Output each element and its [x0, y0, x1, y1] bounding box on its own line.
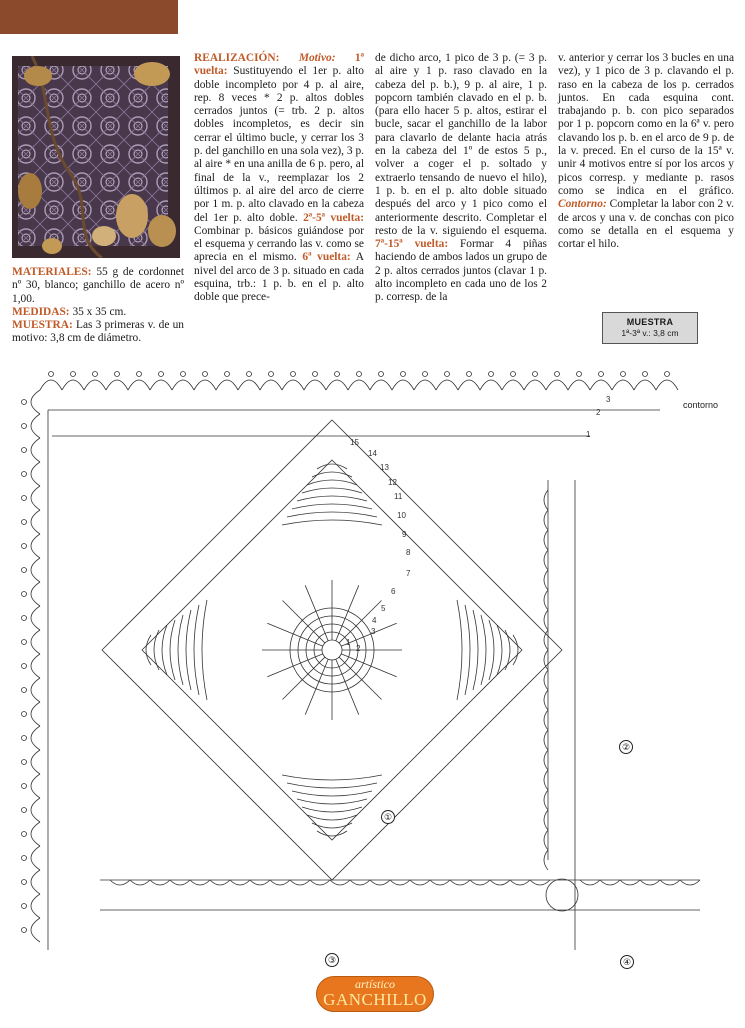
- contorno-left-scallop: [31, 726, 40, 750]
- motif-3-join-arc: [150, 880, 170, 885]
- contorno-top-scallop: [128, 380, 150, 390]
- motif-3-join-arc: [450, 880, 470, 885]
- contorno-left-scallop: [31, 390, 40, 414]
- contorno-top-picot: [137, 372, 142, 377]
- contorno-left-scallop: [31, 630, 40, 654]
- motif-1-pineapple-row: [178, 615, 183, 685]
- contorno-left-scallop: [31, 702, 40, 726]
- contorno-row-3: 3: [606, 395, 611, 404]
- contorno-left-scallop: [31, 582, 40, 606]
- motif-3-join-arc: [110, 880, 130, 885]
- motif-junction-ring: [546, 879, 578, 911]
- contorno-top-picot: [489, 372, 494, 377]
- contorno-top-scallop: [480, 380, 502, 390]
- contorno-top-picot: [313, 372, 318, 377]
- motif-4-join-arc: [640, 880, 660, 885]
- contorno-top-picot: [49, 372, 54, 377]
- motif-2-marker: ②: [619, 740, 633, 754]
- motif-1-pineapple-row: [146, 635, 151, 665]
- motif-1-marker: ①: [381, 810, 395, 824]
- contorno-top-scallop: [502, 380, 524, 390]
- contorno-left-picot: [22, 544, 27, 549]
- motif-2-join-arc: [544, 750, 548, 770]
- motif-3-join-arc: [130, 880, 150, 885]
- motif-3-join-arc: [490, 880, 510, 885]
- motif-3-join-arc: [210, 880, 230, 885]
- round-7-15-label: 7ª-15ª vuelta:: [375, 238, 449, 251]
- logo-title: GANCHILLO: [323, 990, 427, 1009]
- motif-2-join-arc: [544, 670, 548, 690]
- contorno-left-scallop: [31, 894, 40, 918]
- motif-2-join-arc: [544, 610, 548, 630]
- materials-label: MATERIALES:: [12, 266, 92, 278]
- contorno-left-scallop: [31, 414, 40, 438]
- motif-1-pineapple-row: [292, 504, 372, 509]
- contorno-left-scallop: [31, 918, 40, 942]
- contorno-top-scallop: [172, 380, 194, 390]
- contorno-left-picot: [22, 928, 27, 933]
- crochet-chart: [0, 350, 745, 990]
- contorno-top-picot: [115, 372, 120, 377]
- contorno-top-picot: [181, 372, 186, 377]
- motif-1-pineapple-row: [497, 625, 502, 675]
- round-7-15-continued-text: v. anterior y cerrar los 3 bucles en una vez), y 1 pico de 3 p. clavando el p. raso en la cabeza de los p. cerrados juntos. En cada esquina cont. trabajando p. b. con pico separados por 1 p. popcorn como en la 6ª v. pero clavando los p. b. en el arco de 9 p. de la v. preced. En el curso de la 15ª v. unir 4 motivos entre sí por los arcos y picos corresp. y mediante p. rasos como se indica en el gráfico.: [558, 52, 734, 197]
- row-number-13: 13: [380, 463, 389, 472]
- motif-3-join-arc: [250, 880, 270, 885]
- contorno-left-scallop: [31, 534, 40, 558]
- motif-1-pineapple-row: [317, 464, 347, 469]
- gauge-sample-title: MUESTRA: [626, 317, 674, 327]
- contorno-top-picot: [423, 372, 428, 377]
- round-7-15-text: Formar 4 piñas haciendo de ambos lados un grupo de 2 p. altos cerrados juntos (clavar 1 p. alto incompleto en cada uno de los 2 p. corresp. de la: [375, 238, 547, 304]
- motif-2-join-arc: [544, 590, 548, 610]
- motif-1-spoke: [336, 659, 359, 714]
- contorno-top-scallop: [656, 380, 678, 390]
- motif-1-spoke: [267, 623, 322, 646]
- motif-1-pineapple-row: [473, 610, 478, 690]
- contorno-left-picot: [22, 832, 27, 837]
- contorno-left-picot: [22, 856, 27, 861]
- motif-3-join-arc: [170, 880, 190, 885]
- row-number-2: 2: [356, 644, 361, 653]
- contorno-left-scallop: [31, 678, 40, 702]
- realizacion-label: REALIZACIÓN:: [194, 52, 280, 64]
- motif-1-pineapple-row: [287, 783, 377, 788]
- motif-1-pineapple-row: [154, 630, 159, 670]
- motif-1-spoke: [336, 585, 359, 640]
- motif-1-spoke: [267, 654, 322, 677]
- contorno-top-scallop: [458, 380, 480, 390]
- motif-4-join-arc: [680, 880, 700, 885]
- gauge-sample-box: [602, 312, 698, 344]
- contorno-left-picot: [22, 520, 27, 525]
- motif-3-join-arc: [470, 880, 490, 885]
- motif-2-join-arc: [544, 850, 548, 870]
- contorno-left-picot: [22, 640, 27, 645]
- contorno-top-picot: [269, 372, 274, 377]
- contorno-left-scallop: [31, 606, 40, 630]
- motif-1-inner-outline: [142, 460, 522, 840]
- motif-1-spoke: [341, 654, 396, 677]
- motif-2-join-arc: [544, 770, 548, 790]
- contorno-top-scallop: [62, 380, 84, 390]
- motif-1-pineapple-row: [162, 625, 167, 675]
- row-number-11: 11: [394, 492, 403, 501]
- motif-1-pineapple-row: [481, 615, 486, 685]
- row-number-8: 8: [406, 548, 411, 557]
- contorno-left-picot: [22, 424, 27, 429]
- motif-2-join-arc: [544, 490, 548, 510]
- contorno-top-picot: [71, 372, 76, 377]
- motif-3-join-arc: [390, 880, 410, 885]
- contorno-left-picot: [22, 880, 27, 885]
- contorno-top-scallop: [524, 380, 546, 390]
- materials-text: 55 g de cordonnet nº 30, blanco; ganchillo de acero nº 1,00.: [12, 266, 184, 305]
- row-number-14: 14: [368, 449, 377, 458]
- contorno-left-picot: [22, 760, 27, 765]
- round-6-continued-text: de dicho arco, 1 pico de 3 p. (= 3 p. al aire y 1 p. raso clavado en la cabeza del p. b.), 9 p. al aire, 1 p. popcorn también clavado en el p. b. (para ello hacer 5 p. altos, estirar el bucle, sacar el ganchillo de la labor para clavarlo de delante hacia atrás en la cabeza del 1º de estos 5 p., volver a coger el p. soltado y extraerlo tensando de nuevo el hilo), 1 p. b. en el p. alto doble situado después del arco y 1 pico como el anteriormente descrito. Completar el resto de la v. siguiendo el esquema.: [375, 52, 547, 237]
- motif-3-join-arc: [370, 880, 390, 885]
- contorno-text: Completar la labor con 2 v. de arcos y una v. de conchas con pico como se detalla en el esquema y cortar el hilo.: [558, 198, 734, 251]
- contorno-top-scallop: [414, 380, 436, 390]
- motif-3-join-arc: [230, 880, 250, 885]
- motif-4-join-arc: [660, 880, 680, 885]
- ganchillo-logo: [316, 976, 434, 1012]
- contorno-top-scallop: [634, 380, 656, 390]
- row-number-7: 7: [406, 569, 411, 578]
- contorno-top-scallop: [370, 380, 392, 390]
- instructions-column-2: [375, 52, 547, 305]
- contorno-top-picot: [335, 372, 340, 377]
- motif-1-spoke: [283, 601, 325, 643]
- round-2-5-text: Combinar p. básicos guiándose por el esquema y cerrando las v. como se aprecia en el mismo.: [194, 224, 364, 264]
- motif-1-pineapple-row: [513, 635, 518, 665]
- materials-column: [12, 266, 184, 346]
- contorno-left-picot: [22, 592, 27, 597]
- motif-1-pineapple-row: [505, 630, 510, 670]
- row-number-12: 12: [388, 478, 397, 487]
- contorno-left-picot: [22, 568, 27, 573]
- row-number-1: 1: [346, 638, 351, 647]
- motif-3-join-arc: [190, 880, 210, 885]
- contorno-left-scallop: [31, 510, 40, 534]
- contorno-left-picot: [22, 400, 27, 405]
- motif-3-join-arc: [510, 880, 530, 885]
- contorno-top-picot: [621, 372, 626, 377]
- contorno-top-scallop: [326, 380, 348, 390]
- motif-1-spoke: [305, 585, 328, 640]
- motif-1-spoke: [339, 657, 381, 699]
- contorno-left-scallop: [31, 846, 40, 870]
- contorno-row-2: 2: [596, 408, 601, 417]
- contorno-left-scallop: [31, 558, 40, 582]
- motif-2-join-arc: [544, 550, 548, 570]
- motif-1-pineapple-row: [489, 620, 494, 680]
- instructions-column-3: [558, 52, 734, 251]
- motif-1-pineapple-row: [186, 610, 191, 690]
- contorno-top-scallop: [238, 380, 260, 390]
- contorno-top-picot: [643, 372, 648, 377]
- top-color-bar: [0, 0, 178, 34]
- contorno-left-scallop: [31, 486, 40, 510]
- contorno-top-picot: [533, 372, 538, 377]
- round-6-text: A nivel del arco de 3 p. situado en cada esquina, trb.: 1 p. b. en el p. alto doble que prece-: [194, 251, 364, 304]
- motif-1-pineapple-row: [312, 472, 352, 477]
- contorno-top-scallop: [568, 380, 590, 390]
- contorno-top-picot: [93, 372, 98, 377]
- motif-1-pineapple-row: [297, 496, 367, 501]
- motif-3-join-arc: [290, 880, 310, 885]
- contorno-top-scallop: [304, 380, 326, 390]
- doily-photo: [12, 56, 180, 258]
- motif-4-join-arc: [600, 880, 620, 885]
- contorno-top-picot: [159, 372, 164, 377]
- contorno-left-picot: [22, 664, 27, 669]
- contorno-left-picot: [22, 712, 27, 717]
- contorno-top-picot: [401, 372, 406, 377]
- row-number-6: 6: [391, 587, 396, 596]
- contorno-top-picot: [555, 372, 560, 377]
- contorno-left-scallop: [31, 822, 40, 846]
- contorno-left-scallop: [31, 870, 40, 894]
- logo-subtitle: artístico: [354, 977, 395, 991]
- contorno-left-picot: [22, 472, 27, 477]
- measures-text: 35 x 35 cm.: [69, 305, 127, 318]
- contorno-left-scallop: [31, 654, 40, 678]
- contorno-top-scallop: [282, 380, 304, 390]
- motif-1-pineapple-row: [465, 605, 470, 695]
- motif-1-pineapple-row: [282, 520, 382, 525]
- motif-1-pineapple-row: [292, 791, 372, 796]
- motif-3-join-arc: [430, 880, 450, 885]
- contorno-top-scallop: [84, 380, 106, 390]
- contorno-chart-label: contorno: [683, 400, 719, 410]
- motivo-label: Motivo:: [279, 52, 336, 64]
- motif-1-pineapple-row: [307, 480, 357, 485]
- motif-2-join-arc: [544, 570, 548, 590]
- contorno-top-scallop: [590, 380, 612, 390]
- contorno-top-scallop: [106, 380, 128, 390]
- contorno-left-picot: [22, 736, 27, 741]
- round-1-label: 1ª vuelta:: [194, 52, 364, 78]
- measures-label: MEDIDAS:: [12, 305, 70, 318]
- contorno-top-picot: [577, 372, 582, 377]
- row-number-15: 15: [350, 438, 359, 447]
- motif-2-join-arc: [544, 710, 548, 730]
- contorno-top-picot: [291, 372, 296, 377]
- doily-photo-illustration: [12, 56, 180, 258]
- contorno-top-picot: [225, 372, 230, 377]
- row-number-9: 9: [402, 530, 407, 539]
- contorno-left-picot: [22, 688, 27, 693]
- motif-1-spoke: [305, 659, 328, 714]
- motif-3-join-arc: [270, 880, 290, 885]
- round-1-text: Sustituyendo el 1er p. alto doble incompleto por 4 p. al aire, rep. 8 veces * 2 p. altos dobles cerrados juntos (= trb. 2 p. altos dobles incompletos, es decir sin cerrar el último bucle, y cerrar los 3 p. del ganchillo en una sola vez), 3 p. al aire * en una anilla de 6 p. pero, al final de la v., reemplazar los 2 últimos p. al aire del arco de cierre por 1 m. p. alto clavado en la cabeza del 1er p. alto doble.: [194, 65, 364, 224]
- row-number-5: 5: [381, 604, 386, 613]
- contorno-top-picot: [379, 372, 384, 377]
- contorno-left-scallop: [31, 774, 40, 798]
- motif-1-pineapple-row: [202, 600, 207, 700]
- contorno-top-picot: [203, 372, 208, 377]
- motif-2-join-arc: [544, 510, 548, 530]
- motif-2-join-arc: [544, 530, 548, 550]
- contorno-left-picot: [22, 616, 27, 621]
- motif-3-join-arc: [530, 880, 550, 885]
- motif-2-join-arc: [544, 690, 548, 710]
- gauge-sample-subtitle: 1ª-3ª v.: 3,8 cm: [621, 328, 679, 338]
- motif-4-join-arc: [580, 880, 600, 885]
- contorno-top-scallop: [40, 380, 62, 390]
- motif-1-pineapple-row: [457, 600, 462, 700]
- motif-1-pineapple-row: [302, 488, 362, 493]
- motif-1-pineapple-row: [170, 620, 175, 680]
- motif-1-pineapple-row: [312, 823, 352, 828]
- motif-3-join-arc: [330, 880, 350, 885]
- contorno-top-picot: [445, 372, 450, 377]
- contorno-top-scallop: [150, 380, 172, 390]
- motif-1-pineapple-row: [317, 831, 347, 836]
- motif-3-join-arc: [350, 880, 370, 885]
- round-2-5-label: 2ª-5ª vuelta:: [297, 211, 364, 224]
- motif-1-pineapple-row: [282, 775, 382, 780]
- instructions-column-1: [194, 52, 364, 305]
- motif-1-pineapple-row: [297, 799, 367, 804]
- contorno-left-picot: [22, 904, 27, 909]
- contorno-top-scallop: [436, 380, 458, 390]
- contorno-row-1: 1: [586, 430, 591, 439]
- contorno-top-picot: [247, 372, 252, 377]
- motif-2-join-arc: [544, 730, 548, 750]
- contorno-top-picot: [599, 372, 604, 377]
- gauge-label: MUESTRA:: [12, 319, 73, 332]
- contorno-top-scallop: [260, 380, 282, 390]
- motif-1-pineapple-row: [287, 512, 377, 517]
- motif-1-ring: [322, 640, 342, 660]
- motif-1-outline: [102, 420, 562, 880]
- contorno-left-picot: [22, 784, 27, 789]
- contorno-top-scallop: [612, 380, 634, 390]
- contorno-top-picot: [357, 372, 362, 377]
- contorno-left-scallop: [31, 750, 40, 774]
- motif-1-pineapple-row: [302, 807, 362, 812]
- row-number-3: 3: [371, 627, 376, 636]
- contorno-label: Contorno:: [558, 198, 607, 211]
- contorno-top-picot: [665, 372, 670, 377]
- contorno-left-picot: [22, 496, 27, 501]
- round-6-label: 6ª vuelta:: [296, 251, 351, 264]
- motif-2-join-arc: [544, 790, 548, 810]
- motif-1-pineapple-row: [307, 815, 357, 820]
- motif-2-join-arc: [544, 810, 548, 830]
- contorno-top-picot: [511, 372, 516, 377]
- contorno-top-picot: [467, 372, 472, 377]
- motif-4-marker: ④: [620, 955, 634, 969]
- motif-1-pineapple-row: [194, 605, 199, 695]
- motif-3-join-arc: [310, 880, 330, 885]
- contorno-left-scallop: [31, 462, 40, 486]
- contorno-top-scallop: [194, 380, 216, 390]
- contorno-top-scallop: [216, 380, 238, 390]
- contorno-left-picot: [22, 808, 27, 813]
- row-number-10: 10: [397, 511, 406, 520]
- motif-3-join-arc: [410, 880, 430, 885]
- contorno-left-scallop: [31, 798, 40, 822]
- row-number-4: 4: [372, 616, 377, 625]
- contorno-top-scallop: [348, 380, 370, 390]
- motif-2-join-arc: [544, 830, 548, 850]
- motif-3-marker: ③: [325, 953, 339, 967]
- contorno-top-scallop: [546, 380, 568, 390]
- contorno-left-scallop: [31, 438, 40, 462]
- crochet-chart-drawing: [0, 350, 745, 990]
- contorno-top-scallop: [392, 380, 414, 390]
- motif-1-spoke: [283, 657, 325, 699]
- gauge-text: Las 3 primeras v. de un motivo: 3,8 cm de diámetro.: [12, 319, 184, 345]
- contorno-left-picot: [22, 448, 27, 453]
- motif-4-join-arc: [620, 880, 640, 885]
